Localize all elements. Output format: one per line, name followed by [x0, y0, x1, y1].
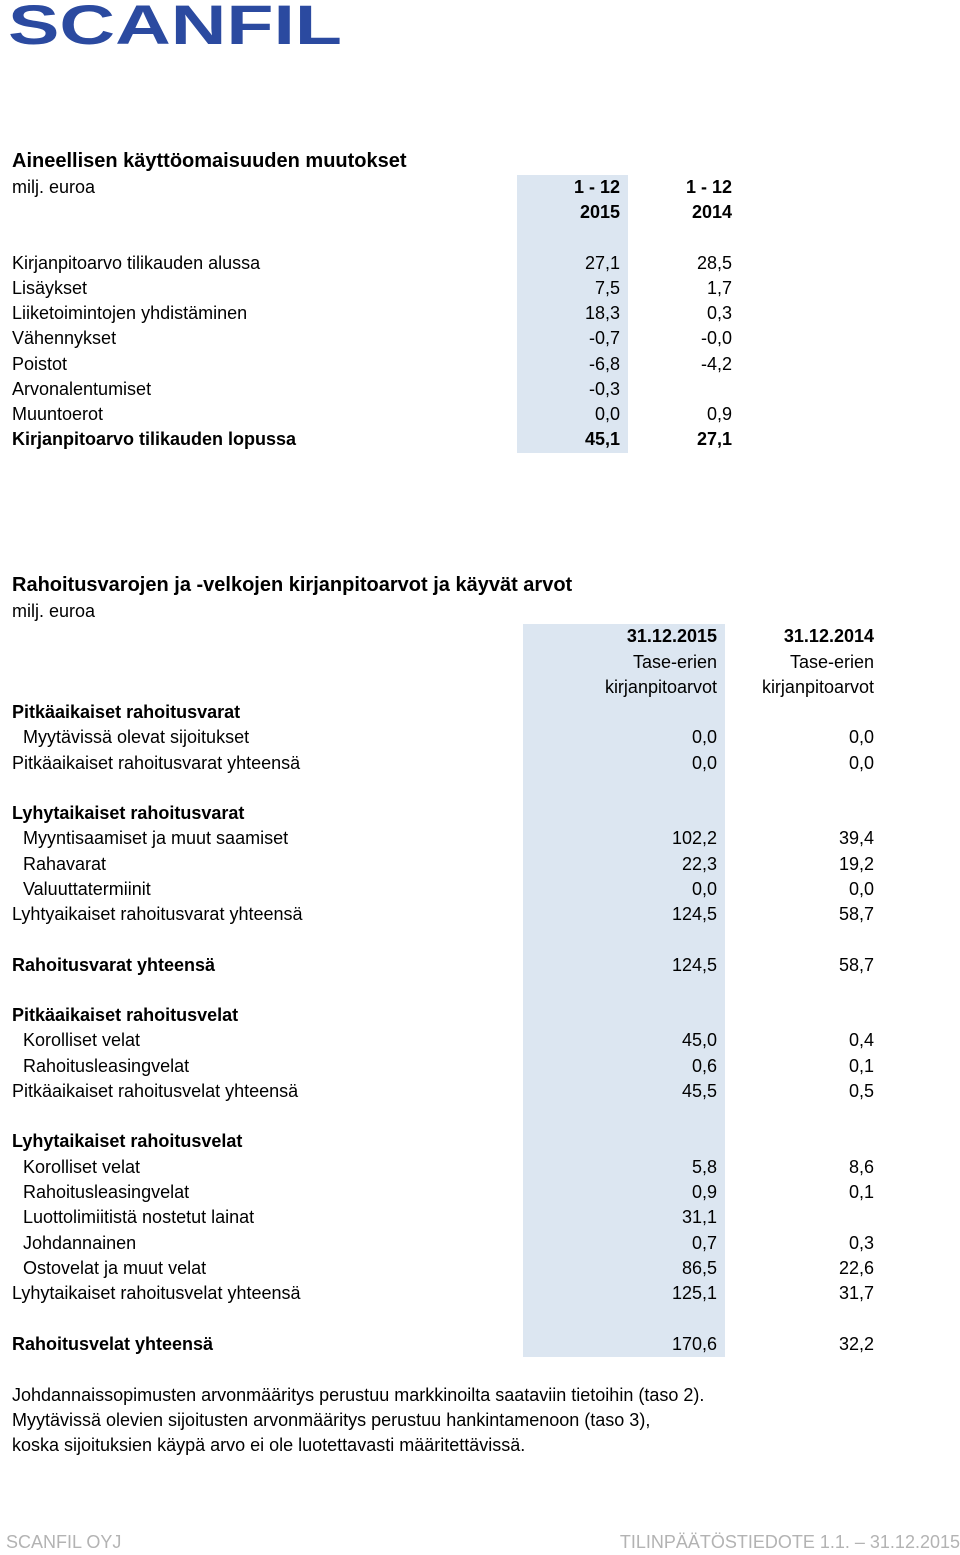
row-label: Rahoitusleasingvelat — [23, 1182, 190, 1202]
row-value-2015: 7,5 — [594, 278, 620, 298]
row-value-31-12-2015: 124,5 — [671, 955, 717, 975]
row-value-2014: -0,0 — [700, 328, 732, 348]
section1-col2015-line2: 2015 — [579, 202, 620, 222]
row-label: Pitkäaikaiset rahoitusvarat yhteensä — [12, 753, 301, 773]
row-label: Luottolimiitistä nostetut lainat — [23, 1207, 255, 1227]
section2-unit: milj. euroa — [12, 601, 96, 621]
section2-title: Rahoitusvarojen ja -velkojen kirjanpitoarvot ja käyvät arvot — [12, 574, 573, 596]
row-value-2015: 45,1 — [584, 429, 620, 449]
row-value-31-12-2015: 0,0 — [691, 879, 717, 899]
row-value-2015: 18,3 — [584, 303, 620, 323]
row-label: Muuntoerot — [12, 404, 104, 424]
logo-text: SCANFIL — [8, 2, 342, 48]
row-value-31-12-2014: 58,7 — [838, 955, 874, 975]
row-value-31-12-2014: 22,6 — [838, 1258, 874, 1278]
row-label: Ostovelat ja muut velat — [23, 1258, 207, 1278]
row-label: Pitkäaikaiset rahoitusvelat — [12, 1005, 239, 1025]
row-value-31-12-2014: 32,2 — [838, 1334, 874, 1354]
row-label: Valuuttatermiinit — [23, 879, 151, 899]
row-label: Johdannainen — [23, 1233, 137, 1253]
section2-col2014-date: 31.12.2014 — [783, 626, 874, 646]
row-label: Lyhytaikaiset rahoitusvelat yhteensä — [12, 1283, 301, 1303]
row-value-31-12-2015: 102,2 — [671, 828, 717, 848]
note-line-1: Johdannaissopimusten arvonmääritys perustuu markkinoilta saataviin tietoihin (taso 2). — [12, 1385, 705, 1405]
row-value-2014: -4,2 — [700, 354, 732, 374]
row-label: Kirjanpitoarvo tilikauden alussa — [12, 253, 261, 273]
row-value-2014: 0,3 — [706, 303, 732, 323]
row-label: Arvonalentumiset — [12, 379, 152, 399]
row-value-31-12-2014: 0,5 — [848, 1081, 874, 1101]
row-label: Rahoitusvarat yhteensä — [12, 955, 216, 975]
row-value-31-12-2014: 39,4 — [838, 828, 874, 848]
row-value-2014: 1,7 — [706, 278, 732, 298]
section1-col2014-line2: 2014 — [691, 202, 732, 222]
row-value-31-12-2015: 31,1 — [681, 1207, 717, 1227]
row-label: Rahoitusvelat yhteensä — [12, 1334, 214, 1354]
section1-unit: milj. euroa — [12, 177, 96, 197]
row-value-31-12-2015: 22,3 — [681, 854, 717, 874]
row-value-31-12-2014: 0,4 — [848, 1030, 874, 1050]
row-value-31-12-2014: 0,1 — [848, 1056, 874, 1076]
row-value-31-12-2015: 124,5 — [671, 904, 717, 924]
section2-col2015-date: 31.12.2015 — [626, 626, 717, 646]
row-value-31-12-2015: 86,5 — [681, 1258, 717, 1278]
row-label: Poistot — [12, 354, 68, 374]
row-label: Rahavarat — [23, 854, 107, 874]
section2-col2014-line2: Tase-erien — [789, 652, 874, 672]
row-label: Liiketoimintojen yhdistäminen — [12, 303, 248, 323]
row-label: Rahoitusleasingvelat — [23, 1056, 190, 1076]
row-value-31-12-2015: 45,0 — [681, 1030, 717, 1050]
row-value-31-12-2014: 31,7 — [838, 1283, 874, 1303]
note-line-3: koska sijoituksien käypä arvo ei ole luotettavasti määritettävissä. — [12, 1435, 526, 1455]
row-value-31-12-2015: 170,6 — [671, 1334, 717, 1354]
row-value-2015: -6,8 — [588, 354, 620, 374]
footer-company: SCANFIL OYJ — [6, 1532, 122, 1552]
row-label: Pitkäaikaiset rahoitusvarat — [12, 702, 241, 722]
section1-title: Aineellisen käyttöomaisuuden muutokset — [12, 150, 407, 172]
scanfil-logo — [8, 2, 348, 48]
row-label: Korolliset velat — [23, 1030, 141, 1050]
row-value-31-12-2015: 45,5 — [681, 1081, 717, 1101]
row-label: Lyhytaikaiset rahoitusvelat — [12, 1131, 243, 1151]
row-value-2015: -0,3 — [588, 379, 620, 399]
row-value-31-12-2014: 0,1 — [848, 1182, 874, 1202]
row-label: Kirjanpitoarvo tilikauden lopussa — [12, 429, 297, 449]
row-value-31-12-2014: 8,6 — [848, 1157, 874, 1177]
row-value-31-12-2015: 0,6 — [691, 1056, 717, 1076]
row-label: Korolliset velat — [23, 1157, 141, 1177]
row-label: Myyntisaamiset ja muut saamiset — [23, 828, 289, 848]
note-line-2: Myytävissä olevien sijoitusten arvonmääritys perustuu hankintamenoon (taso 3), — [12, 1410, 651, 1430]
row-value-31-12-2014: 0,0 — [848, 727, 874, 747]
section1-col2014-line1: 1 - 12 — [685, 177, 732, 197]
row-label: Lisäykset — [12, 278, 88, 298]
row-label: Pitkäaikaiset rahoitusvelat yhteensä — [12, 1081, 299, 1101]
row-value-31-12-2015: 5,8 — [691, 1157, 717, 1177]
row-label: Myytävissä olevat sijoitukset — [23, 727, 250, 747]
section1-col2015-line1: 1 - 12 — [573, 177, 620, 197]
row-value-2015: 0,0 — [594, 404, 620, 424]
row-value-2015: 27,1 — [584, 253, 620, 273]
row-value-31-12-2014: 0,0 — [848, 879, 874, 899]
row-label: Lyhtyaikaiset rahoitusvarat yhteensä — [12, 904, 303, 924]
section2-col2015-line2: Tase-erien — [632, 652, 717, 672]
row-label: Lyhytaikaiset rahoitusvarat — [12, 803, 245, 823]
footer-document-title: TILINPÄÄTÖSTIEDOTE 1.1. – 31.12.2015 — [619, 1532, 960, 1552]
row-value-2014: 27,1 — [696, 429, 732, 449]
row-label: Vähennykset — [12, 328, 117, 348]
row-value-31-12-2015: 0,0 — [691, 727, 717, 747]
row-value-31-12-2014: 58,7 — [838, 904, 874, 924]
row-value-31-12-2014: 0,3 — [848, 1233, 874, 1253]
row-value-2014: 0,9 — [706, 404, 732, 424]
row-value-31-12-2014: 0,0 — [848, 753, 874, 773]
row-value-31-12-2014: 19,2 — [838, 854, 874, 874]
row-value-31-12-2015: 125,1 — [671, 1283, 717, 1303]
row-value-31-12-2015: 0,0 — [691, 753, 717, 773]
row-value-2014: 28,5 — [696, 253, 732, 273]
row-value-31-12-2015: 0,9 — [691, 1182, 717, 1202]
row-value-2015: -0,7 — [588, 328, 620, 348]
section2-col2014-line3: kirjanpitoarvot — [761, 677, 874, 697]
section2-col2015-line3: kirjanpitoarvot — [604, 677, 717, 697]
row-value-31-12-2015: 0,7 — [691, 1233, 717, 1253]
